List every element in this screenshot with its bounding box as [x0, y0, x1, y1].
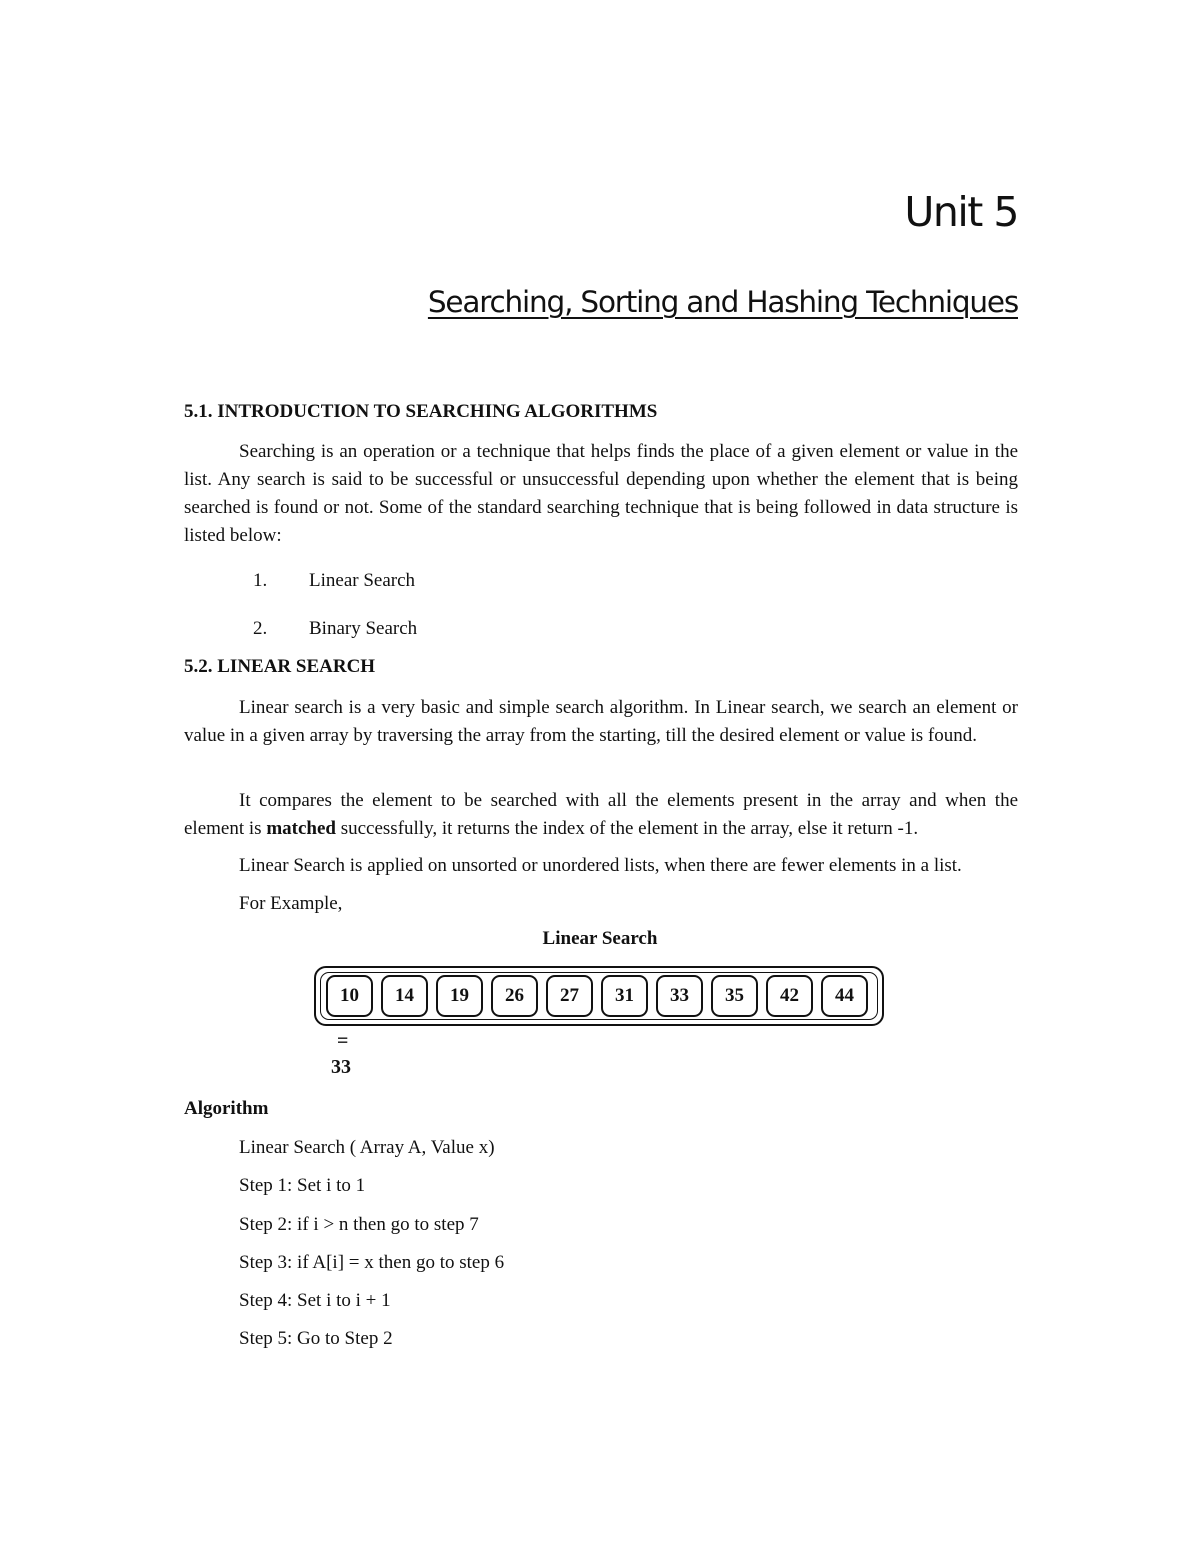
array-diagram [314, 966, 884, 1026]
array-cell: 35 [711, 975, 758, 1017]
array-cell: 10 [326, 975, 373, 1017]
list-item-label: Binary Search [309, 618, 418, 639]
intro-paragraph [184, 438, 1018, 550]
paragraph-text: Linear search is a very basic and simple search algorithm. In Linear search, we search an element or value in a given array by traversing the array from the starting, till the desired element or value is found. [184, 697, 1018, 746]
for-example-text: For Example, [239, 893, 343, 914]
list-item-label: Linear Search [309, 570, 416, 591]
list-number: 1. [253, 570, 268, 591]
algorithm-step: Step 1: Set i to 1 [239, 1175, 366, 1196]
search-target-value: 33 [331, 1056, 351, 1078]
algorithm-step: Step 3: if A[i] = x then go to step 6 [239, 1252, 505, 1273]
algorithm-signature: Linear Search ( Array A, Value x) [239, 1137, 495, 1158]
array-cell: 19 [436, 975, 483, 1017]
list-number: 2. [253, 618, 268, 639]
section-heading-intro: 5.1. INTRODUCTION TO SEARCHING ALGORITHMS [184, 401, 658, 422]
intro-paragraph-text: Searching is an operation or a technique that helps finds the place of a given element or value in the list. Any search is said to be successful or unsuccessful depending upon whether the element that is being searched is found or not. Some of the standard searching technique that is being followed in data structure is listed below: [184, 441, 1018, 546]
figure-title: Linear Search [542, 928, 658, 949]
unit-title: Unit 5 [904, 188, 1018, 236]
array-cell: 27 [546, 975, 593, 1017]
linear-search-paragraph-1 [184, 694, 1018, 750]
array-cell: 14 [381, 975, 428, 1017]
paragraph-text: It compares the element to be searched with all the elements present in the array and when the element is [184, 790, 1018, 839]
section-heading-linear-search: 5.2. LINEAR SEARCH [184, 656, 376, 677]
list-item [253, 618, 417, 640]
array-cell: 42 [766, 975, 813, 1017]
algorithm-step: Step 5: Go to Step 2 [239, 1328, 393, 1349]
array-cells [320, 972, 878, 1020]
algorithm-step: Step 2: if i > n then go to step 7 [239, 1214, 479, 1235]
chapter-title: Searching, Sorting and Hashing Techniques [427, 285, 1018, 319]
linear-search-paragraph-2 [184, 787, 1018, 843]
equals-sign: = [337, 1030, 349, 1052]
list-item [253, 570, 415, 592]
array-cell: 33 [656, 975, 703, 1017]
algorithm-step: Step 4: Set i to i + 1 [239, 1290, 391, 1311]
linear-search-paragraph-3: Linear Search is applied on unsorted or unordered lists, when there are fewer elements in a list. [239, 855, 962, 876]
array-cell: 44 [821, 975, 868, 1017]
array-cell: 31 [601, 975, 648, 1017]
algorithm-heading: Algorithm [184, 1098, 269, 1119]
array-cell: 26 [491, 975, 538, 1017]
emphasis-matched: matched [266, 818, 336, 839]
paragraph-text: successfully, it returns the index of the element in the array, else it return -1. [335, 818, 919, 839]
